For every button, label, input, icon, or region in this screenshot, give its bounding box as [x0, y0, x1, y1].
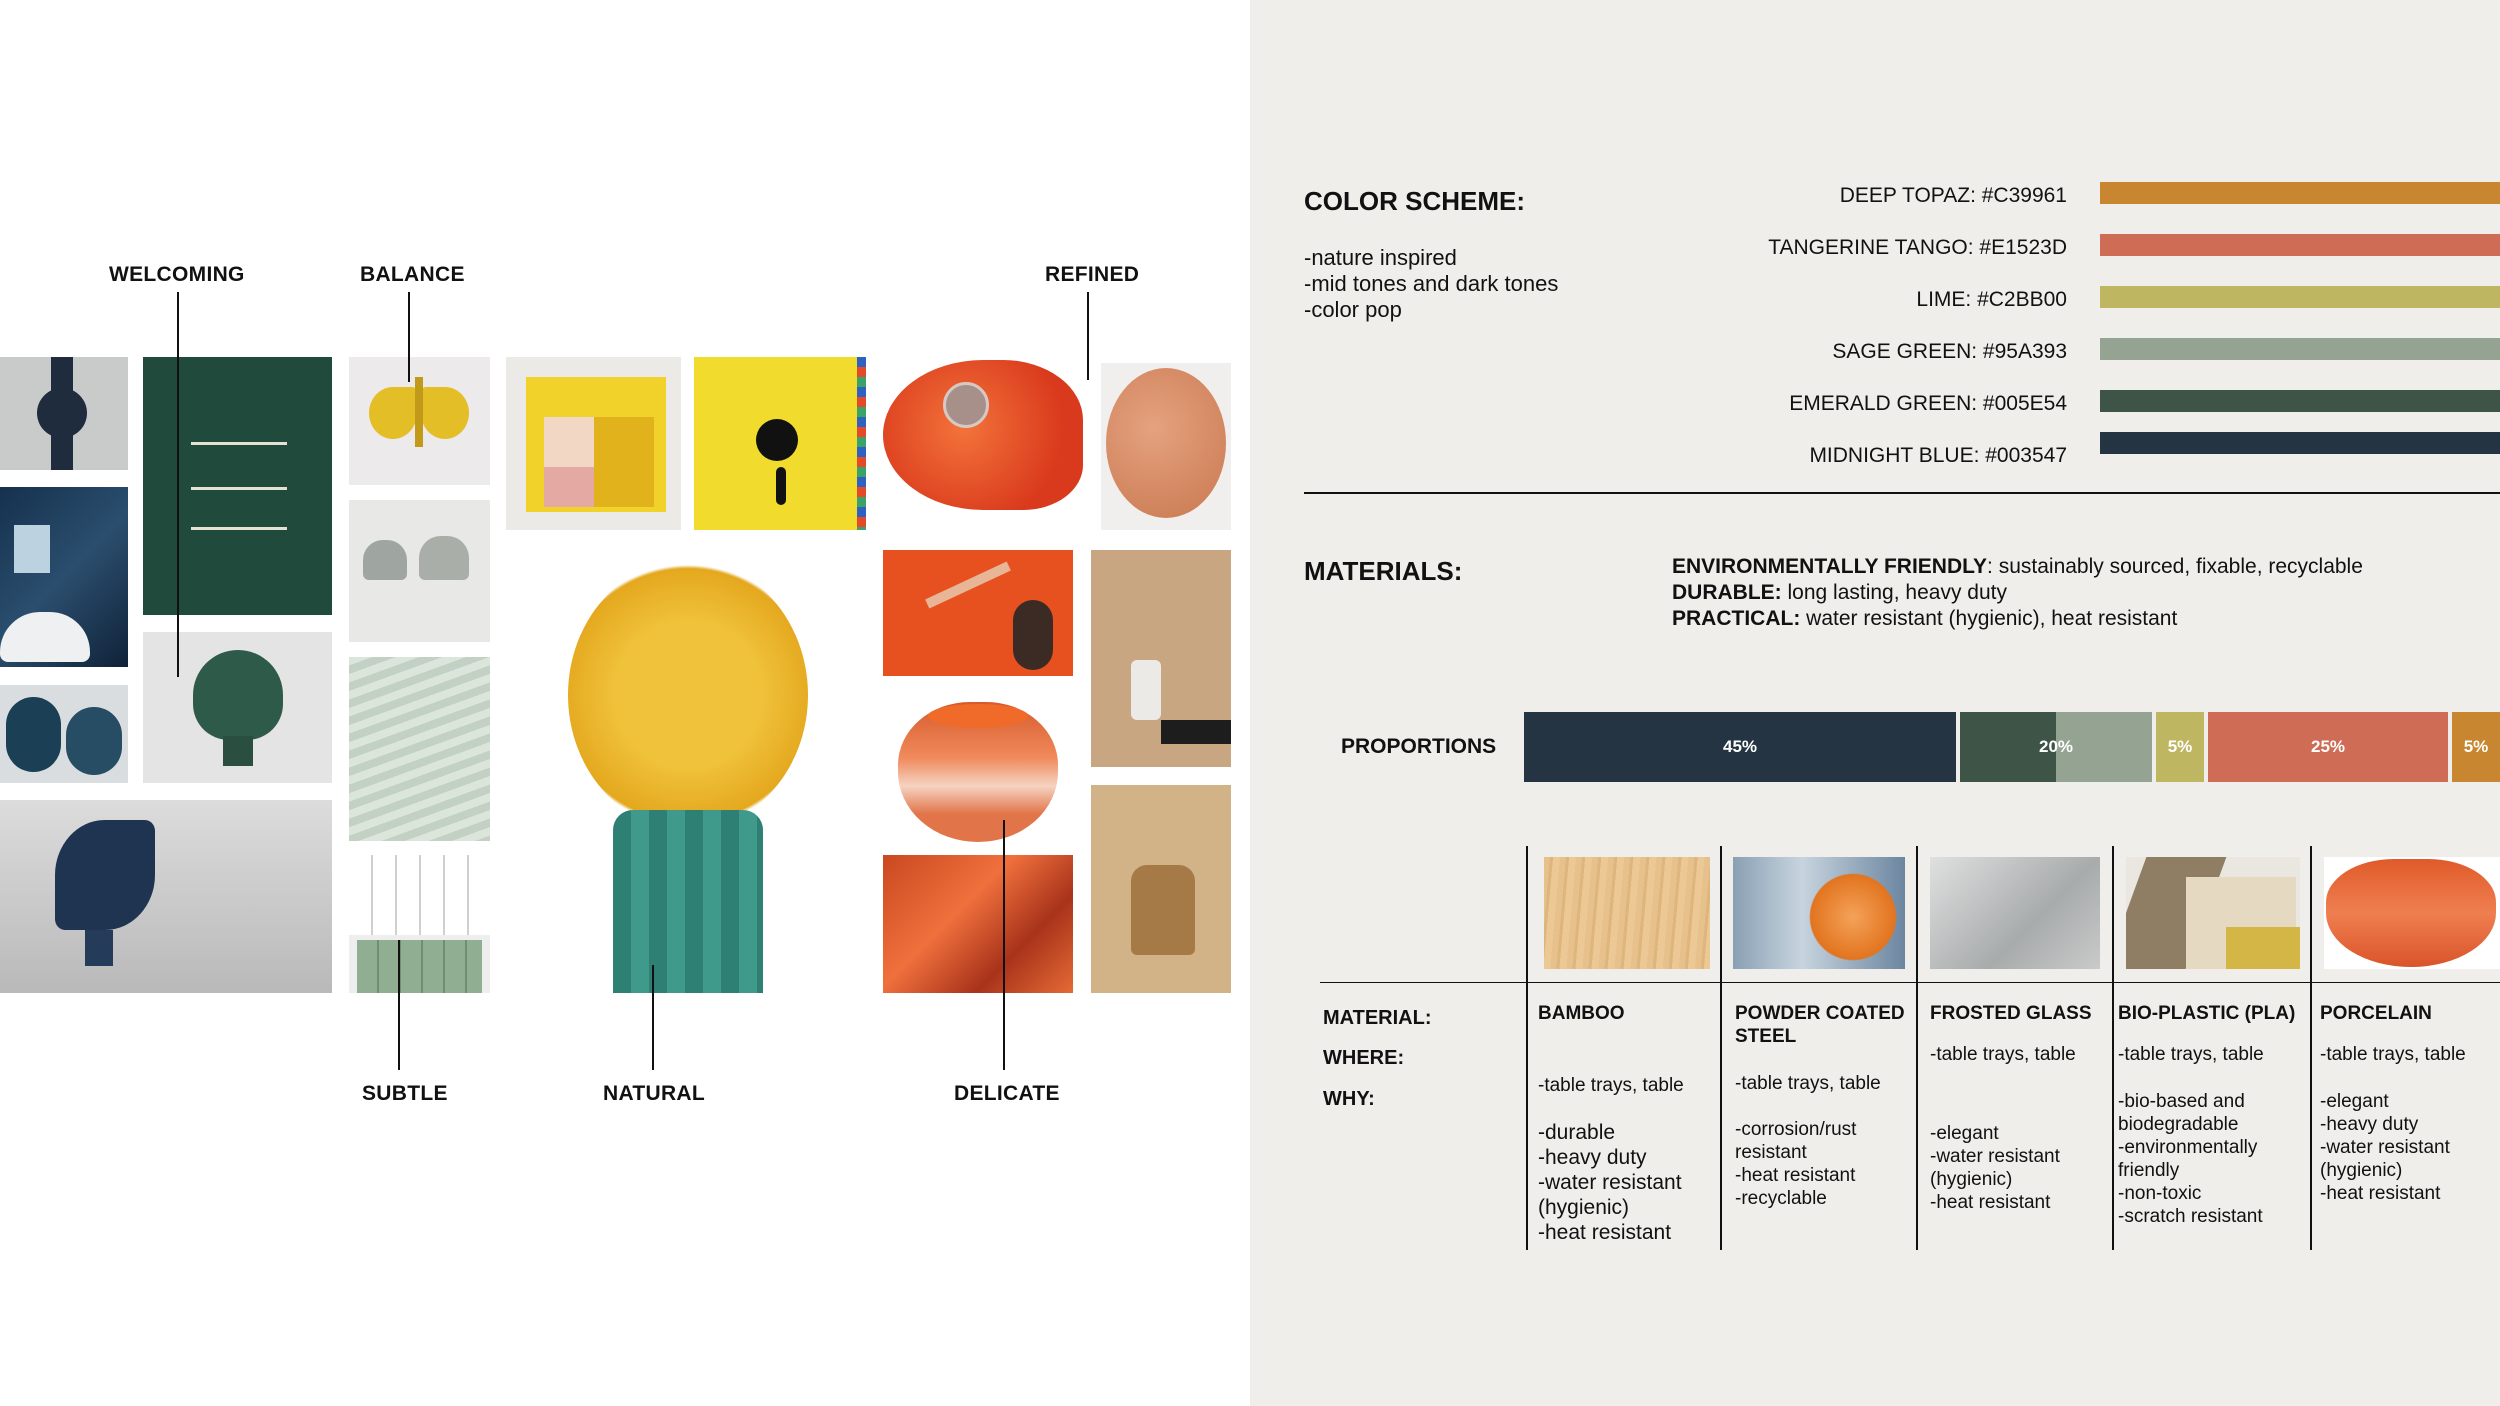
material-line-key: ENVIRONMENTALLY FRIENDLY: [1672, 555, 1988, 578]
proportion-segment: 5%: [2452, 712, 2500, 782]
why-item: -water resistant: [2320, 1137, 2450, 1158]
material-line-key: PRACTICAL:: [1672, 607, 1801, 630]
section-divider: [1304, 492, 2500, 494]
label-refined: REFINED: [1045, 263, 1140, 286]
material-name-powder-coated-steel: POWDER COATED STEEL: [1735, 1003, 1905, 1047]
why-item: -heavy duty: [2320, 1114, 2419, 1135]
why-item: -elegant: [2320, 1091, 2389, 1112]
material-where-powder-coated-steel: -table trays, table: [1735, 1073, 1881, 1094]
yellow-poster-image: [694, 357, 866, 530]
material-name-bio-plastic: BIO-PLASTIC (PLA): [2118, 1003, 2296, 1024]
butterfly-image: [349, 357, 490, 485]
material-line-key: DURABLE:: [1672, 581, 1782, 604]
proportion-segment: 25%: [2208, 712, 2448, 782]
powder-coated-steel-sample-image: [1733, 857, 1905, 969]
table-column-divider: [1720, 846, 1722, 1250]
green-shelf-image: [143, 357, 332, 615]
proportion-segment: 45%: [1524, 712, 1956, 782]
why-item: -heat resistant: [1735, 1165, 1856, 1186]
swatch-midnight-blue: [2100, 432, 2500, 454]
table-column-divider: [1526, 846, 1528, 1250]
green-tile-bath-image: [349, 855, 490, 993]
table-column-divider: [2310, 846, 2312, 1250]
swatch-emerald-green: [2100, 390, 2500, 412]
porcelain-sample-image: [2324, 857, 2500, 969]
material-where-bamboo: -table trays, table: [1538, 1075, 1684, 1096]
cactus-image: [508, 550, 870, 993]
row-label-where: WHERE:: [1323, 1047, 1405, 1069]
why-item: -heat resistant: [1538, 1221, 1672, 1244]
chameleon-image: [883, 340, 1087, 530]
label-delicate: DELICATE: [954, 1082, 1060, 1105]
connector-welcoming: [177, 292, 179, 677]
material-line-text: long lasting, heavy duty: [1781, 581, 2007, 604]
why-item: -heat resistant: [2320, 1183, 2441, 1204]
why-item: resistant: [1735, 1142, 1807, 1163]
copper-mirror-image: [1101, 363, 1231, 530]
material-line: [1672, 580, 2007, 606]
connector-subtle: [398, 940, 400, 1070]
tan-backpack-image: [1091, 785, 1231, 993]
table-column-divider: [2112, 846, 2114, 1250]
why-item: (hygienic): [1930, 1169, 2013, 1190]
why-item: -elegant: [1930, 1123, 1999, 1144]
color-name-emerald-green: EMERALD GREEN: #005E54: [1789, 392, 2067, 415]
why-item: -water resistant: [1930, 1146, 2060, 1167]
green-chair-image: [143, 632, 332, 783]
proportion-segment: 5%: [2156, 712, 2204, 782]
why-item: -bio-based and: [2118, 1091, 2245, 1112]
material-line-text: water resistant (hygienic), heat resistant: [1800, 607, 2178, 630]
why-item: -recyclable: [1735, 1188, 1827, 1209]
color-note: -nature inspired: [1304, 245, 1457, 270]
color-name-tangerine-tango: TANGERINE TANGO: #E1523D: [1768, 236, 2067, 259]
material-line: [1672, 554, 2363, 580]
material-where-porcelain: -table trays, table: [2320, 1044, 2466, 1065]
why-item: -scratch resistant: [2118, 1206, 2263, 1227]
why-item: -non-toxic: [2118, 1183, 2202, 1204]
table-column-divider: [1916, 846, 1918, 1250]
material-why-bamboo: [1538, 1120, 1718, 1245]
materials-title: MATERIALS:: [1304, 556, 1463, 586]
watch-image: [0, 357, 128, 470]
swatch-deep-topaz: [2100, 182, 2500, 204]
proportion-segment: 20%: [1960, 712, 2152, 782]
label-subtle: SUBTLE: [362, 1082, 448, 1105]
material-why-powder-coated-steel: [1735, 1118, 1915, 1210]
row-label-why: WHY:: [1323, 1088, 1375, 1110]
why-item: biodegradable: [2118, 1114, 2239, 1135]
proportions-label: PROPORTIONS: [1341, 735, 1497, 758]
grey-chairs-image: [349, 500, 490, 642]
material-where-frosted-glass: -table trays, table: [1930, 1044, 2076, 1065]
frosted-glass-sample-image: [1930, 857, 2100, 969]
material-why-bio-plastic: [2118, 1090, 2308, 1228]
swatch-tangerine-tango: [2100, 234, 2500, 256]
why-item: -water resistant: [1538, 1171, 1682, 1194]
why-item: -environmentally: [2118, 1137, 2258, 1158]
color-name-deep-topaz: DEEP TOPAZ: #C39961: [1839, 184, 2067, 207]
sage-curves-image: [349, 657, 490, 841]
label-balance: BALANCE: [360, 263, 465, 286]
orange-bowl-image: [883, 690, 1073, 850]
bamboo-sample-image: [1544, 857, 1710, 969]
color-name-midnight-blue: MIDNIGHT BLUE: #003547: [1809, 444, 2067, 467]
connector-natural: [652, 965, 654, 1070]
color-note: -color pop: [1304, 297, 1402, 322]
dancer-image: [0, 800, 332, 993]
color-note: -mid tones and dark tones: [1304, 271, 1559, 296]
swatch-sage-green: [2100, 338, 2500, 360]
why-item: (hygienic): [1538, 1196, 1630, 1219]
material-name-porcelain: PORCELAIN: [2320, 1003, 2432, 1024]
label-natural: NATURAL: [603, 1082, 706, 1105]
color-name-sage-green: SAGE GREEN: #95A393: [1832, 340, 2067, 363]
why-item: friendly: [2118, 1160, 2180, 1181]
why-item: -corrosion/rust: [1735, 1119, 1857, 1140]
connector-balance: [408, 292, 410, 382]
yellow-squares-image: [506, 357, 681, 530]
connector-refined: [1087, 292, 1089, 380]
material-line-text: : sustainably sourced, fixable, recyclable: [1987, 555, 2363, 578]
why-item: -heat resistant: [1930, 1192, 2051, 1213]
orange-arms-image: [883, 550, 1073, 676]
why-item: (hygienic): [2320, 1160, 2403, 1181]
tan-objects-image: [1091, 550, 1231, 767]
bio-plastic-sample-image: [2126, 857, 2300, 969]
blue-bathroom-image: [0, 487, 128, 667]
material-why-porcelain: [2320, 1090, 2498, 1205]
material-line: [1672, 606, 2177, 632]
color-name-lime: LIME: #C2BB00: [1916, 288, 2067, 311]
label-welcoming: WELCOMING: [109, 263, 245, 286]
connector-delicate: [1003, 820, 1005, 1070]
color-scheme-title: COLOR SCHEME:: [1304, 186, 1525, 216]
table-header-divider: [1320, 982, 2500, 983]
orange-canyon-image: [883, 855, 1073, 993]
material-where-bio-plastic: -table trays, table: [2118, 1044, 2264, 1065]
material-name-bamboo: BAMBOO: [1538, 1003, 1625, 1024]
why-item: -heavy duty: [1538, 1146, 1647, 1169]
material-name-frosted-glass: FROSTED GLASS: [1930, 1003, 2092, 1024]
material-why-frosted-glass: [1930, 1122, 2110, 1214]
row-label-material: MATERIAL:: [1323, 1007, 1432, 1029]
swatch-lime: [2100, 286, 2500, 308]
why-item: -durable: [1538, 1121, 1616, 1144]
blue-vases-image: [0, 685, 128, 783]
